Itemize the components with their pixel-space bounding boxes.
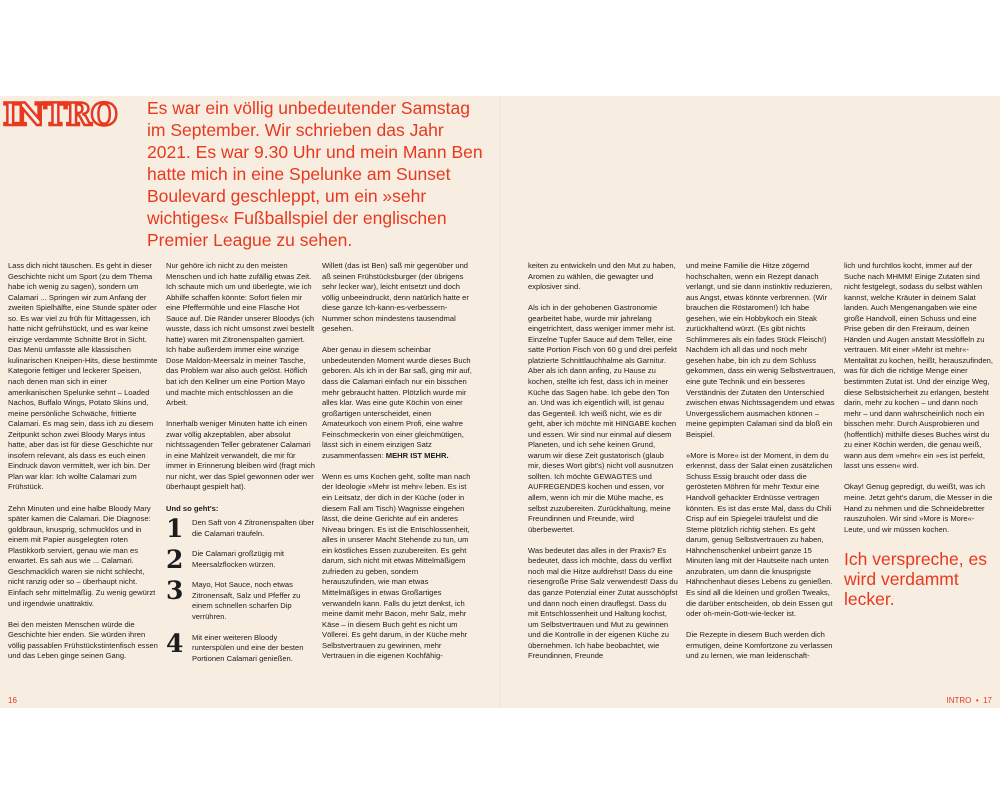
paragraph xyxy=(322,345,472,461)
step-item xyxy=(166,514,316,544)
step-number: 3 xyxy=(166,576,184,606)
text-column-4 xyxy=(528,261,678,662)
text-column-1 xyxy=(8,261,158,662)
paragraph: keiten zu entwickeln und den Mut zu haben, Aromen zu wählen, die gewagter und explosiver sind. xyxy=(528,261,676,292)
step-item xyxy=(166,628,316,665)
page-gutter xyxy=(499,96,501,708)
text-column-6 xyxy=(844,261,994,609)
paragraph: Willett (das ist Ben) saß mir gegenüber und aß seinen Frühstücksburger (der übrigens sehr lecker war), leicht entsetzt und doch völlig unbeeindruckt, denn natürlich hatte er diese ganze Ich-kann-es-verbessern-Nummer schon mindestens tausendmal gesehen. xyxy=(322,261,469,334)
steps-title: Und so geht's: xyxy=(166,503,219,513)
paragraph: Innerhalb weniger Minuten hatte ich einen zwar völlig akzeptablen, aber absolut nichtssagenden Teller gebratener Calamari in eine Mahlzeit verwandelt, die mir für immer in Erinnerung bleiben wird (fragt mich nur nicht, wer das Spiel gewonnen oder wer überhaupt gespielt hat). xyxy=(166,419,315,492)
step-text: Den Saft von 4 Zitronenspalten über die Calamari träufeln. xyxy=(192,518,314,538)
step-item xyxy=(166,576,316,622)
book-spread xyxy=(0,96,1000,708)
paragraph: Wenn es ums Kochen geht, sollte man nach der Ideologie »Mehr ist mehr« leben. Es ist ein Leitsatz, der dich in der Küche (oder in diesem Fall am Tisch) Wagnisse eingehen lässt, die deine Gerichte auf ein anderes Niveau bringen. Es ist die Entschlossenheit, alles in unserer Macht Stehende zu tun, um ein köstliches Essen zuzubereiten. Es geht darum, sich nicht mit etwas Mittelmäßigem zufrieden zu geben, sondern herauszufinden, wie man etwas Mittelmäßiges in etwas Großartiges verwandeln kann. Falls du jetzt denkst, ich meine damit mehr Bacon, mehr Salz, mehr Käse – in diesem Buch geht es nicht um Völlerei. Es geht darum, in der Küche mehr Selbstvertrauen zu gewinnen, mehr Vertrauen in die eigenen Kochfähig- xyxy=(322,471,471,661)
running-head-right: INTRO • 17 xyxy=(946,696,992,705)
step-text: Mayo, Hot Sauce, noch etwas Zitronensaft, Salz und Pfeffer zu einem schnellen scharfen Dip verrühren. xyxy=(192,580,301,621)
step-item xyxy=(166,545,316,575)
paragraph: Was bedeutet das alles in der Praxis? Es bedeutet, dass ich möchte, dass du verflixt noch mal die Hitze aufdrehst! Dass du eine riesengroße Prise Salz verwendest! Dass du das ganze Potenzial einer Zutat ausschöpfst und dann noch einen drauflegst. Dass du mit Entschlossenheit und Haltung kochst, um Selbstvertrauen und Mut zu gewinnen und die Kontrolle in der eigenen Küche zu übernehmen. Ich habe beobachtet, wie Freundinnen, Freunde xyxy=(528,545,678,661)
text-column-5 xyxy=(686,261,836,662)
closing-statement: Ich verspreche, es wird verdammt lecker. xyxy=(844,549,987,610)
paragraph: Die Rezepte in diesem Buch werden dich ermutigen, deine Komfortzone zu verlassen und zu lernen, wie man leidenschaft- xyxy=(686,630,833,661)
left-page xyxy=(0,96,500,708)
page-number-left: 16 xyxy=(8,696,17,705)
section-title: INTRO xyxy=(3,97,117,133)
step-number: 1 xyxy=(166,514,184,544)
step-text: Die Calamari großzügig mit Meersalzflocken würzen. xyxy=(192,549,284,569)
paragraph: Zehn Minuten und eine halbe Bloody Mary später kamen die Calamari. Die Diagnose: goldbraun, knusprig, schmucklos und in einem mit Papier ausgelegten roten Plastikkorb serviert, genau wie man es erwartet. Es sah aus wie ... Calamari. Geschmacklich waren sie nicht schlecht, nicht ranzig oder so – überhaupt nicht. Einfach sehr mittelmäßig. Zu wenig gewürzt und irgendwie unattraktiv. xyxy=(8,503,156,608)
step-number: 2 xyxy=(166,545,184,575)
emphasis-text: MEHR IST MEHR. xyxy=(385,450,449,460)
paragraph: »More is More« ist der Moment, in dem du erkennst, dass der Salat einen zusätzlichen Schuss Essig braucht oder dass die gerösteten Möhren für mehr Textur eine Handvoll gehackter Erdnüsse vertragen könnten. Es ist das erste Mal, dass du Chili Crisp auf ein Spiegelei träufelst und die Sterne plötzlich richtig stehen. Es geht darum, genug Selbstvertrauen zu haben, Hähnchenschenkel unbeirrt ganze 15 Minuten lang mit der Hautseite nach unten anzubraten, um dann die knusprigste Hähnchenhaut dieses Lebens zu genießen. Es sind all die kleinen und großen Tweaks, die darüber entscheiden, ob dein Essen gut oder oh-mein-Gott-wie-lecker ist. xyxy=(686,450,833,619)
lead-paragraph: Es war ein völlig unbedeutender Samstag im September. Wir schrieben das Jahr 2021. Es war 9.30 Uhr und mein Mann Ben hatte mich in eine Spelunke am Sunset Boulevard geschleppt, um ein »sehr wichtiges« Fußballspiel der englischen Premier League zu sehen. xyxy=(147,98,483,250)
paragraph: Nur gehöre ich nicht zu den meisten Menschen und ich hatte zufällig etwas Zeit. Ich schaute mich um und überlegte, wie ich Abhilfe schaffen könnte: Sofort fielen mir eine Pfeffermühle und eine Flasche Hot Sauce auf. Die Ränder unserer Bloodys (ich wusste, dass ich nicht umsonst zwei bestellt hatte) waren mit Zitronenspalten garniert. Ich habe außerdem immer eine winzige Dose Maldon-Meersalz in meiner Tasche, das Problem war also auch gelöst. Höflich bat ich den Kellner um eine Portion Mayo und machte mich entschlossen an die Arbeit. xyxy=(166,261,315,408)
text-column-2 xyxy=(166,261,316,674)
right-page xyxy=(500,96,1000,708)
text-column-3 xyxy=(322,261,472,662)
step-text: Mit einer weiteren Bloody runterspülen und eine der besten Portionen Calamari genießen. xyxy=(192,632,304,663)
paragraph: Lass dich nicht täuschen. Es geht in dieser Geschichte nicht um Sport (zu dem Thema habe ich wenig zu sagen), sondern um Calamari ... Springen wir zum Anfang der zweiten Spielhälfte, eine Stunde später oder so. Es war viel zu früh für Mittagessen, ich hatte nicht gefrühstückt, und es war keine einzige verdammte Schnitte Brot in Sicht. Das Menü umfasste alle klassischen kulinarischen Kneipen-Hits, diese bestimmte Kategorie fettiger und leckerer Speisen, nach denen man sich in einer amerikanischen Spelunke sehnt – Loaded Nachos, Buffalo Wings, Potato Skins und, meine persönliche Schwäche, frittierte Calamari. Es mag sein, dass ich zu diesem Zeitpunkt schon zwei Bloody Marys intus hatte, aber das ist für diese Geschichte nur insofern relevant, als dass es euch einen Eindruck davon vermittelt, wer ich bin. Der Plan war klar: Ich wollte Calamari zum Frühstück. xyxy=(8,261,158,492)
paragraph: lich und furchtlos kocht, immer auf der Suche nach MHMM! Einige Zutaten sind nicht festgelegt, sodass du selbst wählen kannst, welche Kräuter in deinem Salat landen. Auch Mengenangaben wie eine große Handvoll, einen Schuss und eine Prise geben dir den Freiraum, deinen Händen und Augen anstatt Messlöffeln zu vertrauen. Mit einer »Mehr ist mehr«-Mentalität zu kochen, heißt, herauszufinden, was für dich die richtige Menge einer bestimmten Zutat ist. Und der einzige Weg, diese Selbstsicherheit zu erlangen, besteht darin, mehr zu kochen – und dann noch mehr – und dann wahrscheinlich noch ein bisschen mehr. Durch Ausprobieren und (hoffentlich) mithilfe dieses Buches wirst du zu einer Köchin werden, die genau weiß, wann aus dem »mehr« ein »es ist perfekt, lasst uns essen« wird. xyxy=(844,261,994,471)
paragraph: Als ich in der gehobenen Gastronomie gearbeitet habe, wurde mir jahrelang eingetrichtert, dass weniger immer mehr ist. Einzelne Tupfer Sauce auf dem Teller, eine satte Portion Fisch von 60 g und drei perfekt platzierte Schnittlauchhalme als Garnitur. Aber als ich dann anfing, zu Hause zu kochen, stellte ich fest, dass ich in meiner Küche das Sagen habe. Ich gebe den Ton an. Und was ich eigentlich will, ist genau das Gegenteil. Ich weiß nicht, wie es dir geht, aber ich möchte mit HINGABE kochen und essen. Wir sind nur einmal auf diesem Planeten, und ich sehe keinen Grund, warum wir diese Zeit gustatorisch (glaub mir, dieses Wort gibt's) nicht voll ausnutzen sollten. Ich möchte GEWAGTES und AUFREGENDES kochen und essen, vor allem, wenn ich mir die Mühe mache, es selbst zuzubereiten. Zurückhaltung, meine Freundinnen und Freunde, wird überbewertet. xyxy=(528,303,678,534)
paragraph: Okay! Genug gepredigt, du weißt, was ich meine. Jetzt geht's darum, die Messer in die Hand zu nehmen und die Schneidebretter rauszuholen. Wir sind »More is More«-Leute, und wir müssen kochen. xyxy=(844,482,993,534)
paragraph: Bei den meisten Menschen würde die Geschichte hier enden. Sie würden ihren völlig passablen Frühstückstintenfisch essen und das Leben ginge seinen Gang. xyxy=(8,619,158,661)
step-number: 4 xyxy=(166,628,184,658)
paragraph: und meine Familie die Hitze zögernd hochschalten, wenn ein Rezept danach verlangt, und sie dann instinktiv reduzieren, aus Angst, etwas könnte verbrennen. (Wir brauchen die Röstaromen!) Ich habe gesehen, wie ein Hobbykoch ein Steak zurückhaltend würzt. (Es gibt nichts Schlimmeres als ein fades Stück Fleisch!) Nachdem ich all das und noch mehr gesehen habe, bin ich zu dem Schluss gekommen, dass ein wenig Selbstvertrauen, eine gute Technik und ein besseres Verständnis der Zutaten den Unterschied zwischen etwas Nichtssagendem und etwas Unvergesslichem ausmachen können – meine gepimpten Calamari sind da bloß ein Beispiel. xyxy=(686,261,836,439)
paragraph-text: Aber genau in diesem scheinbar unbedeutenden Moment wurde dieses Buch geboren. Als ich in der Bar saß, ging mir auf, dass die Calamari einfach nur ein bisschen mehr gebraucht hatten. Plötzlich wurde mir alles klar. Was eine gute Köchin von einer großartigen unterscheidet, einen Amateurkoch von einem Profi, eine wahre Feinschmeckerin von einer gleichmütigen, lässt sich in einem einzigen Satz zusammenfassen: xyxy=(322,345,472,460)
